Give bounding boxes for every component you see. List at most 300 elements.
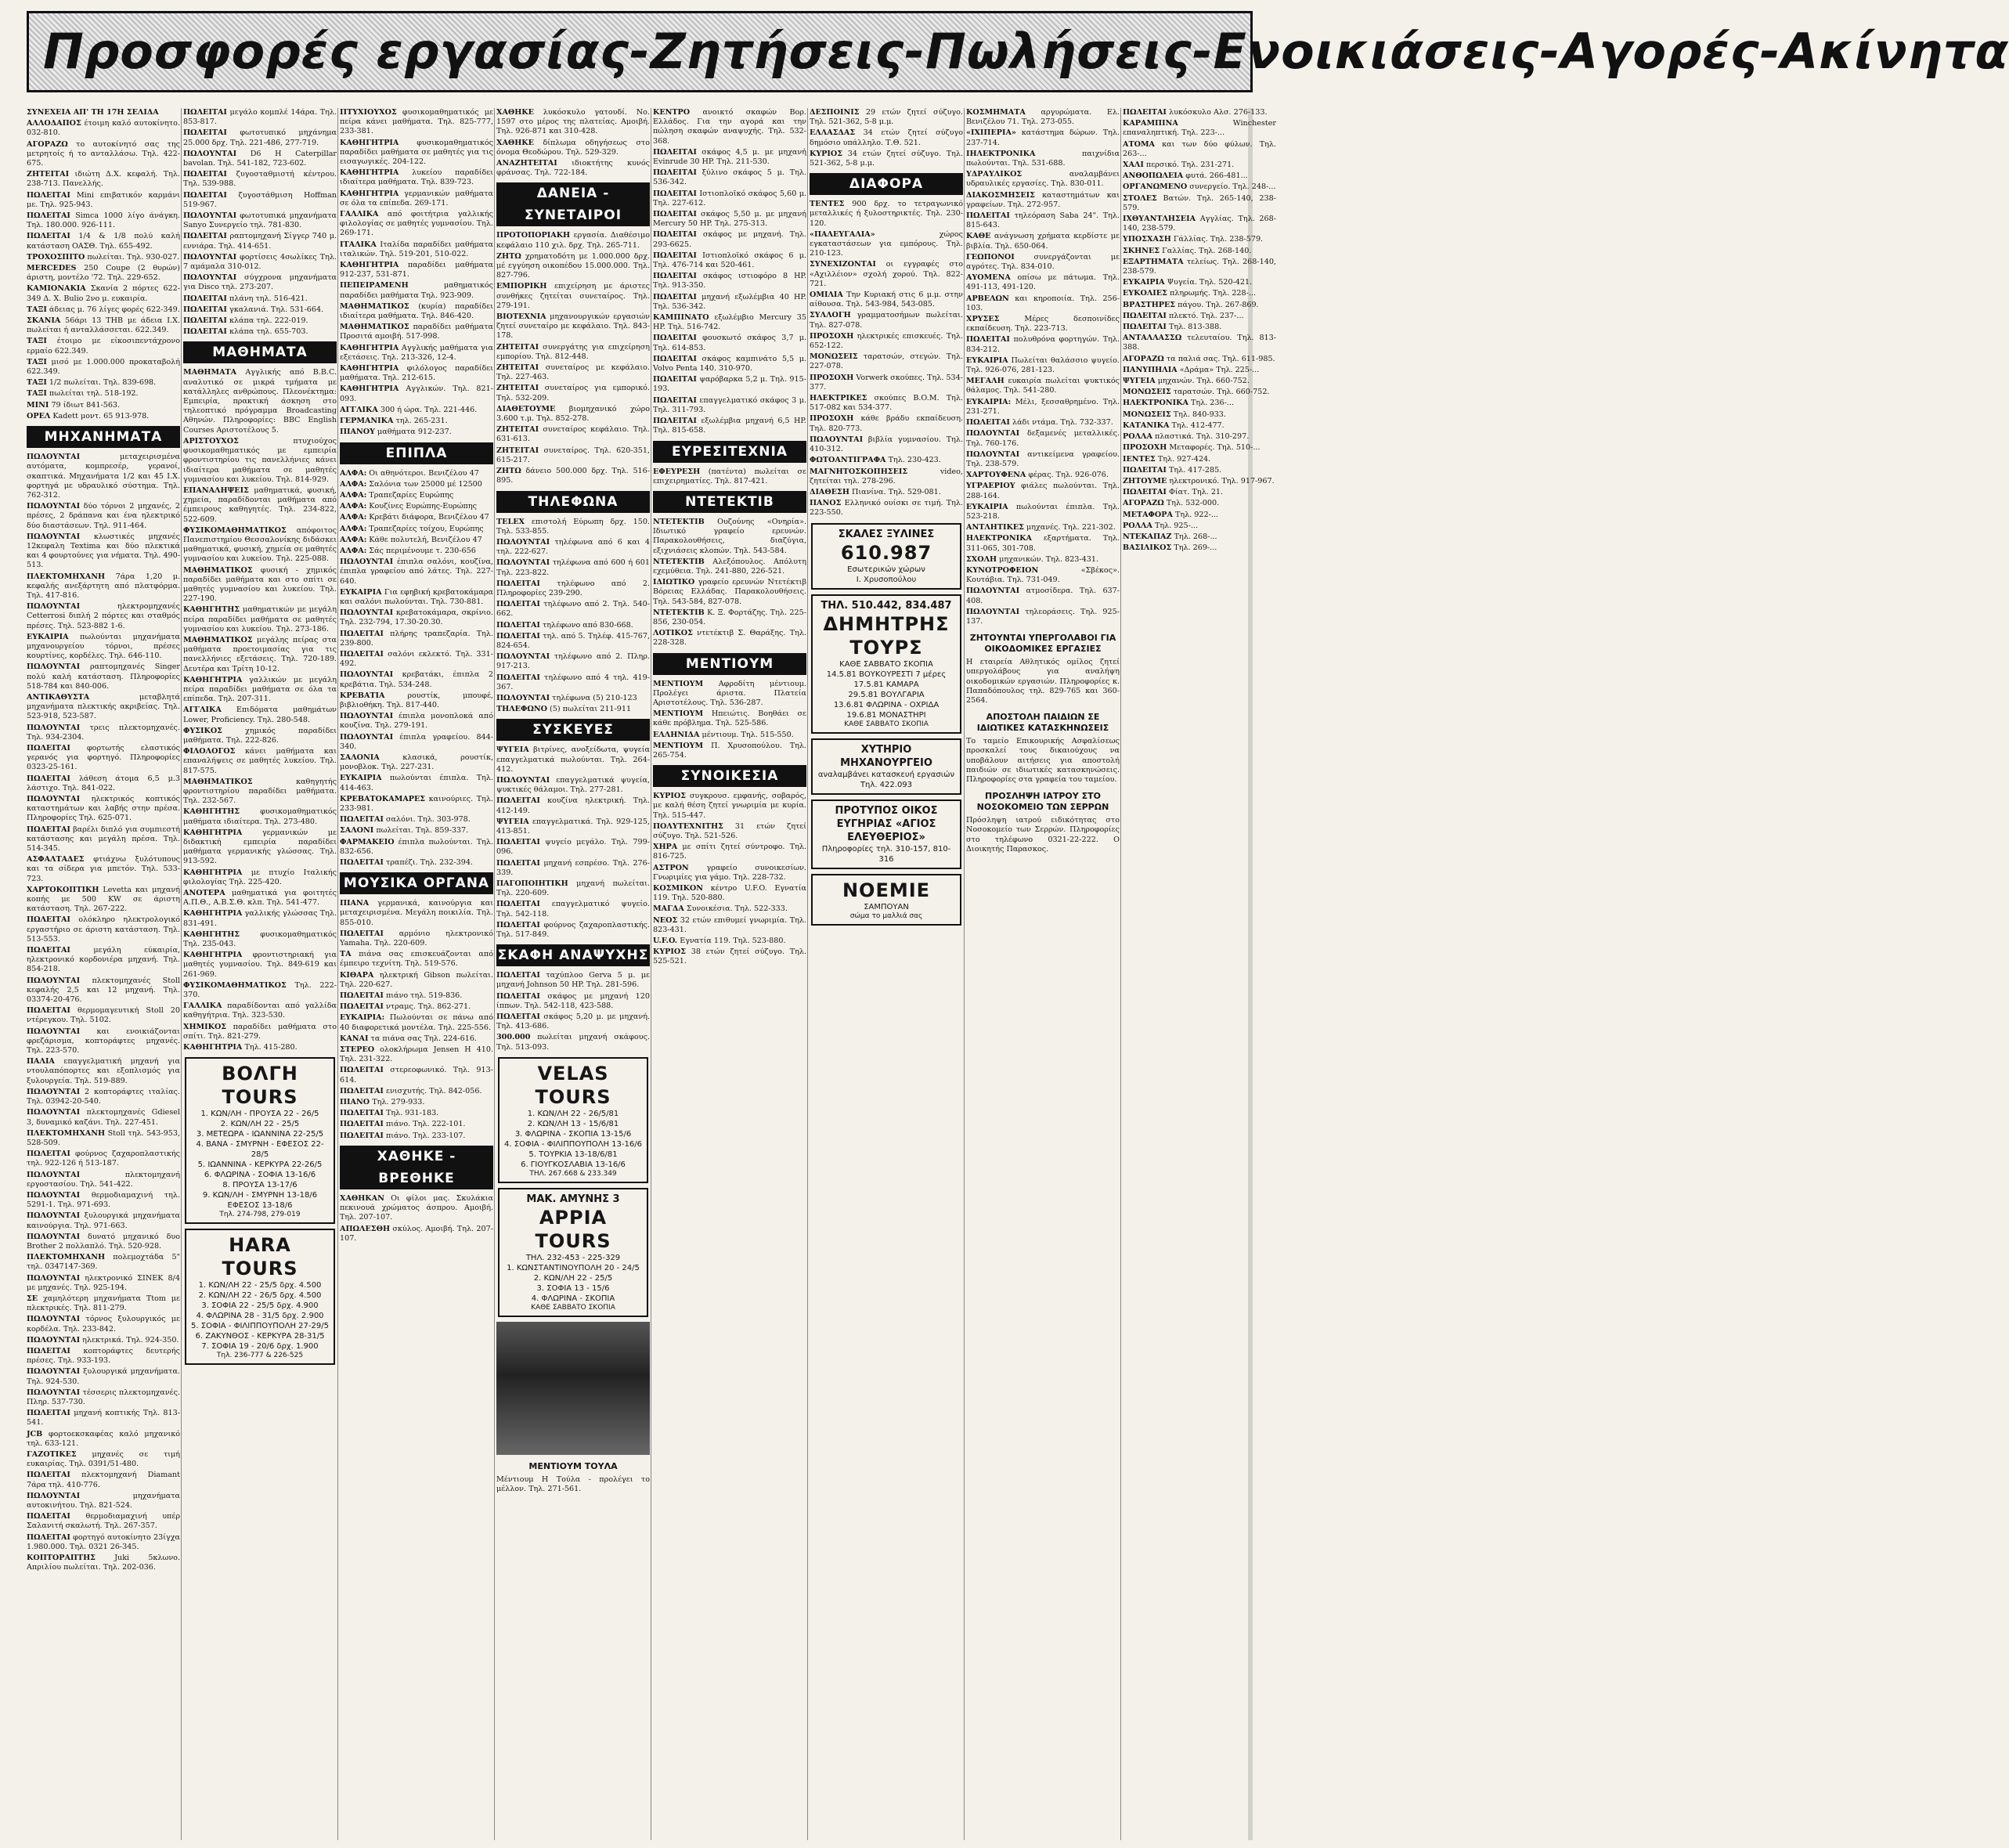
- box-title: 610.987: [840, 541, 932, 564]
- ad-keyword: ΚΥΝΟΤΡΟΦΕΙΟΝ: [966, 565, 1039, 575]
- ad-keyword: ΖΗΤΕΙΤΑΙ: [496, 363, 539, 373]
- ad-keyword: ΕΥΚΑΙΡΙΑ:: [340, 1013, 385, 1023]
- ad-text: Οι φίλοι μας. Σκυλάκια πεκινουά χρώματος άσπρου. Αμοιβή. Τηλ. 207-107.: [340, 1193, 493, 1222]
- ad-keyword: ΠΩΛΟΥΝΤΑΙ: [27, 1087, 81, 1096]
- ad-text: κρεβατοκάμαρα, σκρίνιο. Τηλ. 232-794, 17.30-20.30.: [340, 608, 493, 627]
- classified-ad: [496, 673, 650, 692]
- ad-keyword: 300.000: [496, 1033, 531, 1042]
- box-line: ΤΗΛ. 232-453 - 225-329: [525, 1253, 621, 1262]
- ad-text: ταχύπλοο Gerva 5 μ. με μηχανή Johnson 50 HP. Τηλ. 281-596.: [496, 971, 650, 990]
- section-header: ΣΚΑΦΗ ΑΝΑΨΥΧΗΣ: [496, 944, 650, 966]
- ad-text: πωλούνται μηχανήματα μηχανουργείου τόρνοι, πρέσες κουρτίνες, κορδέλες. Τηλ. 646-110.: [27, 632, 180, 661]
- classified-ad: [653, 230, 806, 249]
- ad-text: κάνει μαθήματα και επαναλήψεις σε μαθητές λυκείου. Τηλ. 817-575.: [183, 747, 337, 775]
- ad-text: χαμηλότερη μηχανήματα Ttom με πλεκτρικές. Τηλ. 811-279.: [27, 1294, 180, 1313]
- ad-keyword: ΠΩΛΟΥΝΤΑΙ: [27, 1027, 81, 1036]
- box-line: Πληροφορίες τηλ. 310-157, 810-316: [821, 844, 951, 864]
- ad-keyword: ΠΩΛΕΙΤΑΙ: [653, 210, 697, 219]
- classified-ad: [966, 471, 1120, 480]
- ad-text: πωλείται τηλ. 518-192.: [49, 389, 139, 399]
- ad-text: ηλεκτρονικό. Τηλ. 917-967.: [1169, 476, 1275, 485]
- classified-ad: [340, 670, 493, 689]
- ad-text: φυσικομαθηματικός μαθήματα ιδιαίτερα. Τηλ. 273-480.: [183, 807, 337, 826]
- ad-keyword: ΚΑΜΙΟΝΑΚΙΑ: [27, 284, 86, 294]
- classified-ad: [1123, 235, 1276, 244]
- ad-text: γαλλικών με μεγάλη πείρα παραδίδει μαθήματα σε όλα τα επίπεδα. Τηλ. 207-311.: [183, 675, 337, 704]
- ad-keyword: ΕΛΛΗΝΙΔΑ: [653, 730, 700, 739]
- ad-keyword: «ΙΧΙΠΕΡΙΑ»: [966, 128, 1016, 138]
- classified-ad: [340, 815, 493, 825]
- classified-ad: [27, 108, 180, 117]
- ad-text: κλάπα τηλ. 655-703.: [229, 327, 308, 337]
- ad-text: Πωλείται θαλάσσιο ψυγείο. Τηλ. 926-076, 281-123.: [966, 356, 1120, 375]
- classified-ad: [966, 482, 1120, 500]
- ad-text: εργασία. Διαθέσιμο κεφάλαιο 110 χιλ. δρχ. Τηλ. 265-711.: [496, 231, 650, 250]
- section-header: ΕΥΡΕΣΙΤΕΧΝΙΑ: [653, 441, 806, 463]
- ad-text: μέντιουμ. Τηλ. 515-550.: [702, 730, 794, 739]
- ad-text: αντικείμενα γραφείου. Τηλ. 238-579.: [966, 449, 1120, 468]
- ad-keyword: ΠΡΟΣΟΧΗ: [1123, 443, 1167, 453]
- classified-ad: [496, 231, 650, 250]
- ad-keyword: ΚΑΝΑΙ: [340, 1034, 369, 1043]
- ad-keyword: ΚΑΘΗΓΗΤΡΙΑ: [340, 168, 399, 178]
- ad-text: βιβλία γυμνασίου. Τηλ. 410-312.: [810, 435, 963, 454]
- ad-keyword: ΠΩΛΟΥΝΤΑΙ: [27, 1335, 81, 1344]
- classified-ad: [27, 724, 180, 742]
- classified-ad: [810, 467, 963, 486]
- ad-text: τα παλιά σας. Τηλ. 611-985.: [1166, 354, 1275, 363]
- box-line: 19.6.81 ΜΟΝΑΣΤΗΡΙ: [846, 710, 926, 720]
- ad-text: μεγάλης πείρας στα μαθήματα προετοιμασίας για τις πανελλήνιες εξετάσεις. Τηλ. 720-189. Δευτέρα και Τρίτη 10-12.: [183, 635, 337, 673]
- ad-text: πλεκτομηχανή εργοστασίου. Τηλ. 541-422.: [27, 1170, 180, 1189]
- ad-keyword: ΣΑΛΟΝΙ: [340, 826, 374, 836]
- box-line: ΕΦΕΣΟΣ 13-18/6: [227, 1201, 293, 1211]
- ad-text: ενισχυτής. Τηλ. 842-056.: [385, 1086, 482, 1095]
- classified-ad: [27, 1171, 180, 1189]
- ad-keyword: ΠΩΛΟΥΝΤΑΙ: [27, 532, 81, 541]
- ad-text: ρουστίκ, μπουφέ, βιβλιοθήκη. Τηλ. 817-440.: [340, 691, 493, 709]
- classified-ad: [27, 1027, 180, 1056]
- ad-keyword: ΤΑΞΙ: [27, 305, 47, 314]
- ad-text: άδειας μ. 76 λίγες φορές 622-349.: [49, 305, 180, 314]
- ad-keyword: ΖΗΤΩ: [496, 251, 521, 261]
- ad-text: Την Κυριακή στις 6 μ.μ. στην αίθουσα. Τηλ. 543-984, 543-085.: [810, 291, 963, 309]
- ad-keyword: ΣΥΝΕΧΕΙΑ ΑΠ' ΤΗ 17Η ΣΕΛΙΔΑ: [27, 108, 159, 117]
- classified-ad: [27, 191, 180, 210]
- ad-text: πωλείται μηχανή σκάφους. Τηλ. 513-093.: [496, 1033, 650, 1052]
- classified-ad: [340, 712, 493, 731]
- classified-ad: [340, 1034, 493, 1044]
- classified-ad: [1123, 421, 1276, 431]
- ad-text: επαγγελματικά. Τηλ. 929-125, 413-851.: [496, 817, 650, 836]
- ad-keyword: ΑΡΙΣΤΟΥΧΟΣ: [183, 436, 239, 446]
- ad-text: σκάφος καμπινάτο 5,5 μ. Volvo Penta 140. 310-970.: [653, 354, 806, 374]
- classified-ad: [496, 405, 650, 424]
- ad-text: Κ. Ξ. Φορτάζης. Τηλ. 225-856, 230-054.: [653, 608, 806, 626]
- box-line: αναλαμβάνει κατασκευή εργασιών: [817, 770, 955, 779]
- classified-ad: [183, 951, 337, 980]
- ad-text: σκάφος ιστιοφόρο 8 HP. Τηλ. 913-350.: [653, 272, 806, 291]
- ad-keyword: ΠΩΛΕΙΤΑΙ: [653, 375, 697, 384]
- classified-ad: [27, 1388, 180, 1407]
- ad-keyword: ΠΩΛΕΙΤΑΙ: [27, 946, 70, 955]
- ad-keyword: ΑΛΦΑ:: [340, 535, 367, 544]
- ad-keyword: ΠΤΥΧΙΟΥΧΟΣ: [340, 108, 397, 117]
- classified-ad: [183, 232, 337, 251]
- ad-text: σκύλος. Αμοιβή. Τηλ. 207-107.: [340, 1224, 493, 1243]
- box-line: 4. ΦΛΩΡΙΝΑ 28 - 31/5 δρχ. 2.900: [196, 1312, 324, 1321]
- ad-text: πλεκτομηχανή Diamant 7άρα τηλ. 410-776.: [27, 1471, 180, 1489]
- ad-keyword: ΠΡΟΣΟΧΗ: [810, 414, 854, 424]
- classified-ad: [966, 315, 1120, 334]
- ad-keyword: ΚΑΘΗΓΗΤΡΙΑ: [340, 343, 399, 352]
- classified-ad: [966, 503, 1120, 522]
- classified-ad: [496, 1012, 650, 1031]
- classified-ad: [1123, 355, 1276, 364]
- classified-ad: [496, 384, 650, 402]
- ad-text: μηχανών. Τηλ. 660-752.: [1157, 377, 1250, 386]
- ad-text: τηλεοράσεις. Τηλ. 925-137.: [966, 607, 1120, 626]
- notice-text: Το ταμείο Επικουρικής Ασφαλίσεως προσκαλεί τους δικαιούχους να υποβάλουν αιτήσεις για αποστολή παιδιών σε ιδιωτικές κατασκηνώσεις. Πληροφορίες στα γραφεία του ταμείου.: [966, 737, 1120, 784]
- classified-ad: [1123, 410, 1276, 420]
- ad-keyword: ΠΩΛΕΙΤΑΙ: [653, 168, 697, 178]
- classified-ad: [27, 602, 180, 631]
- ad-keyword: ΠΩΛΕΙΤΑΙ: [653, 354, 697, 363]
- ad-keyword: ΑΓΟΡΑΖΩ: [1123, 354, 1164, 363]
- display-ad-box: [811, 738, 961, 795]
- ad-text: λάθεση άτομα 6,5 μ.3 λάστιχο. Τηλ. 841-022.: [27, 774, 180, 792]
- ad-text: Αφροδίτη μέντιουμ. Προλέγει άριστα. Πλατεία Αριστοτέλους. Τηλ. 536-287.: [653, 679, 806, 707]
- ad-keyword: ΠΩΛΟΥΝΤΑΙ: [496, 558, 550, 568]
- ad-keyword: ΠΩΛΕΙΤΑΙ: [1123, 108, 1167, 117]
- box-title: VELAS TOURS: [535, 1062, 611, 1108]
- ad-text: θερμοδιαμαχινή υπέρ Σαλανιτή σκαλωτή. Τηλ. 267-357.: [27, 1512, 180, 1531]
- box-line: 3. ΦΛΩΡΙΝΑ - ΣΚΟΠΙΑ 13-15/6: [514, 1129, 632, 1139]
- ad-text: τηλέφωνο από 2. Πληρ. 917-213.: [496, 652, 650, 671]
- ad-text: και των δύο φύλων. Τηλ. 263-...: [1123, 139, 1276, 158]
- ad-keyword: ΕΜΠΟΡΙΚΗ: [496, 282, 547, 291]
- ad-text: θερμοδιαμαχινή τηλ. 5291-1. Τηλ. 971-693.: [27, 1190, 180, 1210]
- classified-ad: [27, 378, 180, 388]
- ad-keyword: ΠΩΛΕΙΤΑΙ: [653, 230, 697, 240]
- ad-keyword: ΤΑΞΙ: [27, 337, 47, 346]
- ad-text: συνεταίρος κεφάλαιο. Τηλ. 631-613.: [496, 425, 650, 444]
- ad-text: «Δράμα» Τηλ. 225-...: [1179, 365, 1260, 374]
- ad-text: περσικό. Τηλ. 231-271.: [1145, 161, 1235, 170]
- ad-keyword: ΣΕ: [27, 1294, 38, 1303]
- ad-keyword: ΠΩΛΕΙΤΑΙ: [27, 1346, 70, 1355]
- classified-ad: [27, 389, 180, 399]
- ad-text: μαθηματικά για φοιτητές Α.Π.Θ., Α.Β.Σ.Θ. κλπ. Τηλ. 541-477.: [183, 889, 337, 908]
- ad-keyword: ΜΕΓΑΛΗ: [966, 377, 1004, 386]
- classified-ad: [966, 429, 1120, 448]
- classified-ad: [810, 230, 963, 259]
- ad-text: τηλέφωνο από 2. Τηλ. 540-662.: [496, 600, 650, 619]
- classified-ad: [340, 281, 493, 300]
- classified-ad: [1123, 323, 1276, 332]
- classified-ad: [183, 327, 337, 337]
- box-subtitle: ΤΗΛ. 510.442, 834.487: [821, 599, 952, 612]
- ad-keyword: ΚΑΘΗΓΗΤΗΣ: [183, 929, 240, 939]
- ad-keyword: ΨΥΓΕΙΑ: [496, 817, 529, 826]
- classified-ad: [653, 313, 806, 332]
- ad-keyword: ΠΩΛΕΙΤΑΙ: [496, 991, 540, 1001]
- ad-text: πιάνο. Τηλ. 222-101.: [385, 1120, 466, 1129]
- ad-keyword: ΚΑΘΗΓΗΤΡΙΑ: [183, 909, 243, 919]
- classified-ad: [27, 1129, 180, 1148]
- ad-keyword: ΜΕΤΑΦΟΡΑ: [1123, 510, 1173, 519]
- ad-keyword: ΚΑΘΗΓΗΤΗΣ: [183, 807, 240, 817]
- ad-text: Πωλούνται σε πάνω από 40 διαφορετικά μοντέλα. Τηλ. 225-556.: [340, 1013, 493, 1032]
- classified-ad: [496, 838, 650, 857]
- display-ad-box: [811, 799, 961, 869]
- classified-ad: [340, 899, 493, 928]
- classified-ad: [27, 532, 180, 571]
- ad-text: φορτοεκσκαφέας καλό μηχανικό τηλ. 633-121.: [27, 1429, 180, 1448]
- ad-keyword: ΜΑΘΗΜΑΤΙΚΟΣ: [183, 565, 253, 575]
- ad-text: φιλόλογος παραδίδει μαθήματα. Τηλ. 212-615.: [340, 364, 493, 383]
- ad-text: μεταβλητά μηχανήματα πλεκτικής ακριβείας. Τηλ. 523-918, 523-587.: [27, 692, 180, 721]
- ad-keyword: ΠΩΛΕΙΤΑΙ: [340, 929, 384, 938]
- classified-ad: [1123, 247, 1276, 256]
- classified-ad: [653, 608, 806, 627]
- classified-ad: [27, 1533, 180, 1552]
- ad-text: φιάλες πωλούνται. Τηλ. 288-164.: [966, 482, 1120, 500]
- ad-text: Εγνατία 119. Τηλ. 523-880.: [680, 937, 786, 946]
- ad-keyword: ΓΑΖΟΤΙΚΕΣ: [27, 1450, 77, 1459]
- ad-keyword: ΠΩΛΕΙΤΑΙ: [183, 170, 227, 179]
- ad-keyword: ΠΩΛΟΥΝΤΑΙ: [496, 537, 550, 547]
- ad-text: τηλέφωνο από 4 τηλ. 419-367.: [496, 673, 650, 691]
- ad-keyword: ΑΛΦΑ:: [340, 490, 367, 500]
- ad-keyword: ΠΩΛΕΙΤΑΙ: [966, 335, 1010, 345]
- ad-keyword: ΑΝΤΛΗΤΙΚΕΣ: [966, 523, 1024, 532]
- ad-keyword: ΦΙΛΟΛΟΓΟΣ: [183, 747, 236, 756]
- ad-keyword: ΠΩΛΕΙΤΑΙ: [1123, 311, 1167, 320]
- classified-ad: [183, 526, 337, 565]
- ad-text: Τηλ. 922-...: [1174, 510, 1218, 519]
- classified-ad: [653, 334, 806, 352]
- ad-text: κλάπα τηλ. 222-019.: [229, 316, 308, 326]
- ad-keyword: ΖΗΤΕΙΤΑΙ: [496, 342, 539, 352]
- section-header: ΜΟΥΣΙΚΑ ΟΡΓΑΝΑ: [340, 872, 493, 894]
- ad-keyword: ΠΩΛΟΥΝΤΑΙ: [27, 1388, 81, 1397]
- ad-keyword: ΠΟΛΥΤΕΧΝΙΤΗΣ: [653, 821, 723, 831]
- box-footer: Τηλ. 236-777 & 226-525: [216, 1352, 304, 1360]
- column-2: [183, 108, 337, 1840]
- ad-keyword: ΠΩΛΕΙΤΑΙ: [1123, 465, 1167, 475]
- ad-text: φωτοτυπικό μηχάνημα 25.000 δρχ. Τηλ. 221-486, 277-719.: [183, 128, 337, 147]
- ad-keyword: ΠΩΛΟΥΝΤΑΙ: [810, 435, 864, 444]
- box-line: Τηλ. 422.093: [860, 780, 913, 789]
- ad-text: κρεβατάκι, έπιπλα 2 κρεβάτια. Τηλ. 534-248.: [340, 670, 493, 689]
- ad-text: πολεμοχτάδα 5" τηλ. 0347147-369.: [27, 1253, 180, 1272]
- box-title: ΝΟΕΜΙΕ: [842, 879, 931, 901]
- classified-ad: [1123, 432, 1276, 442]
- ad-keyword: ΠΩΛΕΙΤΑΙ: [183, 232, 227, 241]
- ad-text: επαγγελματικό ψυγείο. Τηλ. 542-118.: [496, 900, 650, 919]
- ad-keyword: ΜΑΘΗΜΑΤΙΚΟΣ: [340, 301, 409, 311]
- ad-text: χρηματοδότη με 1.000.000 δρχ. μέ εγγύηση οικοπέδου 15.000.000. Τηλ. 827-796.: [496, 251, 650, 280]
- classified-ad: [1123, 258, 1276, 276]
- ad-text: ηλεκτρικός κοπτικός καταστημάτων και λαβής στην πρέσα. Πληροφορίες Τηλ. 625-071.: [27, 795, 180, 823]
- classified-ad: [27, 1450, 180, 1469]
- classified-ad: [183, 437, 337, 485]
- ad-text: σκάφος με μηχανή 120 ίππων. Τηλ. 542-118, 423-588.: [496, 991, 650, 1010]
- ad-text: φροντιστηριακή για μαθητές γυμνασίου. Τηλ. 849-619 και 261-969.: [183, 951, 337, 979]
- classified-ad: [496, 139, 650, 157]
- box-title: ΒΟΛΓΗ TOURS: [222, 1063, 298, 1109]
- classified-ad: [340, 491, 493, 500]
- ad-keyword: ΑΡΒΕΛΩΝ: [966, 294, 1009, 303]
- ad-keyword: ΑΝΟΤΕΡΑ: [183, 889, 225, 898]
- classified-ad: [183, 305, 337, 315]
- ad-text: μηχανή εξωλέμβια 40 HP. Τηλ. 536-342.: [653, 292, 806, 311]
- classified-ad: [340, 991, 493, 1001]
- classified-ad: [27, 662, 180, 691]
- ad-keyword: ΙΕΝΤΕΣ: [1123, 454, 1156, 464]
- classified-ad: [1123, 171, 1276, 181]
- ad-keyword: ΠΩΛΕΙΤΑΙ: [183, 327, 227, 337]
- ad-text: τρεις πλεκτομηχανές. Τηλ. 934-2304.: [27, 723, 180, 742]
- ad-text: 300 ή ώρα. Τηλ. 221-446.: [380, 405, 478, 414]
- ad-text: φορτίσεις 4σωλίκες Τηλ. 7 αμάμαλα 310-012.: [183, 252, 337, 272]
- box-line: 4. ΒΑΝΑ - ΣΜΥΡΝΗ - ΕΦΕΣΟΣ 22-28/5: [196, 1140, 324, 1160]
- classified-ad: [183, 294, 337, 304]
- ad-keyword: ΧΑΡΤΟΚΟΠΤΙΚΗ: [27, 885, 99, 894]
- classified-ad: [27, 211, 180, 230]
- ad-keyword: ΠΩΛΕΙΤΑΙ: [183, 316, 227, 326]
- ad-text: ηλεκτρική Gibson πωλείται. Τηλ. 220-627.: [340, 970, 493, 989]
- classified-ad: [183, 747, 337, 776]
- ad-keyword: ΑΝΑΖΗΤΕΙΤΑΙ: [496, 159, 557, 168]
- ad-text: Π. Χρυσοπούλου. Τηλ. 265-754.: [653, 741, 806, 760]
- classified-ad: [653, 916, 806, 935]
- ad-text: πλεκτομηχανές Stoll κεφαλής 2,5 και 12 μηχανή. Τηλ. 03374-20-476.: [27, 976, 180, 1005]
- ad-text: αναλαμβάνει υδραυλικές εργασίες. Τηλ. 830-011.: [966, 170, 1120, 189]
- ad-text: δίπλωμα οδηγήσεως στο όνομα Θεοδώρου. Τηλ. 529-329.: [496, 138, 650, 157]
- ad-keyword: ΠΩΛΟΥΝΤΑΙ: [496, 693, 550, 702]
- ad-keyword: ΠΩΛΟΥΝΤΑΙ: [183, 211, 237, 221]
- ad-keyword: ΠΩΛΕΙΤΑΙ: [340, 1109, 384, 1118]
- ad-text: συγκρουσ. εμφανής, σοβαρός, με καλή θέση ζητεί γνωριμία με κυρία. Τηλ. 515-447.: [653, 792, 806, 820]
- classified-ad: [27, 633, 180, 662]
- classified-ad: [966, 191, 1120, 210]
- classified-ad: [340, 469, 493, 478]
- ad-text: Τηλ. 813-388.: [1168, 323, 1222, 332]
- ad-keyword: ΠΩΛΕΙΤΑΙ: [183, 305, 227, 314]
- ad-keyword: ΝΤΕΤΕΚΤΙΒ: [653, 517, 705, 526]
- section-header: ΕΠΙΠΛΑ: [340, 442, 493, 464]
- ad-text: Juki 5κλωνο. Απριλίου πωλείται. Τηλ. 202-036.: [27, 1554, 180, 1572]
- ad-keyword: ΕΥΚΑΙΡΙΑ: [966, 502, 1008, 511]
- classified-ad: [340, 547, 493, 556]
- ad-keyword: MINI: [27, 400, 49, 410]
- ad-keyword: ΔΕΣΠΟΙΝΙΣ: [810, 108, 860, 117]
- ad-text: Φίατ. Τηλ. 21.: [1168, 488, 1224, 497]
- ad-keyword: ΚΑΘΗΓΗΤΡΙΑ: [183, 951, 243, 960]
- box-line: 7. ΣΟΦΙΑ 19 - 20/6 δρχ. 1.900: [201, 1342, 319, 1352]
- ad-text: ξυλουργικά μηχανήματα καινούργια. Τηλ. 971-663.: [27, 1211, 180, 1230]
- classified-ad: [496, 705, 650, 714]
- classified-ad: [27, 316, 180, 335]
- classified-ad: [653, 904, 806, 914]
- ad-keyword: ΠΕΠΕΙΡΑΜΕΝΗ: [340, 281, 409, 291]
- box-line: 4. ΦΛΩΡΙΝΑ - ΣΚΟΠΙΑ: [531, 1294, 615, 1303]
- column-rule: [1120, 108, 1121, 1840]
- ad-text: video, ζητείται τηλ. 278-296.: [810, 467, 963, 485]
- classified-ad: [27, 572, 180, 601]
- classified-ad: [1123, 522, 1276, 531]
- ad-text: μηχανήματα αυτοκινήτου. Τηλ. 821-524.: [27, 1491, 180, 1511]
- ad-keyword: ΠΩΛΕΙΤΑΙ: [653, 272, 697, 281]
- classified-ad: [1123, 399, 1276, 408]
- ad-keyword: ΠΩΛΟΥΝΤΑΙ: [340, 608, 394, 618]
- classified-ad: [340, 502, 493, 511]
- classified-ad: [340, 1066, 493, 1085]
- ad-keyword: ΜΑΘΗΜΑΤΙΚΟΣ: [183, 777, 253, 786]
- ad-text: ηλεκτρικές επισκευές. Τηλ. 652-122.: [810, 331, 963, 351]
- ad-text: ανοικτό σκαφών Βορ. Ελλάδος. Για την αγορά και την πώληση σκαφών αναψυχής. Τηλ. 532-368.: [653, 108, 806, 146]
- ad-text: Τηλ. 268-...: [1174, 532, 1217, 541]
- classified-ad: [27, 693, 180, 722]
- classified-ad: [183, 150, 337, 168]
- ad-text: Πιανίνα. Τηλ. 529-081.: [851, 487, 941, 496]
- ad-keyword: ΠΩΛΕΙΤΑΙ: [183, 128, 227, 138]
- classified-ad: [183, 636, 337, 674]
- ad-keyword: ΣΚΗΝΕΣ: [1123, 246, 1160, 255]
- ad-keyword: ΣΥΛΛΟΓΗ: [810, 311, 851, 320]
- column-rule: [181, 108, 182, 1840]
- classified-ad: [810, 311, 963, 330]
- classified-ad: [27, 976, 180, 1005]
- ad-keyword: ΒΙΟΤΕΧΝΙΑ: [496, 312, 546, 322]
- ad-text: φυτά. 266-481...: [1185, 171, 1248, 181]
- classified-ad: [653, 792, 806, 821]
- classified-ad: [1123, 443, 1276, 453]
- ad-keyword: ΠΩΛΟΥΝΤΑΙ: [340, 670, 394, 680]
- box-line: 6. ΦΛΩΡΙΝΑ - ΣΟΦΙΑ 13-16/6: [204, 1171, 316, 1180]
- classified-ad: [653, 731, 806, 740]
- ad-keyword: ΠΩΛΕΙΤΑΙ: [496, 838, 540, 847]
- ad-keyword: ΠΩΛΟΥΝΤΑΙ: [183, 273, 237, 283]
- ad-text: Αγγλικής μαθήματα για εξετάσεις. Τηλ. 213-326, 12-4.: [340, 343, 493, 362]
- classified-ad: [496, 425, 650, 444]
- box-line: 3. ΣΟΦΙΑ 22 - 25/5 δρχ. 4.900: [201, 1301, 319, 1311]
- classified-ad: [340, 1087, 493, 1096]
- ad-text: Αγγλικών. Τηλ. 821-093.: [340, 384, 493, 403]
- ad-keyword: ΕΥΚΑΙΡΙΑ: [966, 356, 1008, 365]
- ad-keyword: ΔΙΑΘΕΣΗ: [810, 487, 849, 496]
- ad-text: και κηροποιία. Τηλ. 256-103.: [966, 294, 1120, 312]
- ad-text: 900 δρχ. το τετραγωνικό μεταλλικές ή ξυλοστηρικτές. Τηλ. 230-120.: [810, 200, 963, 228]
- classified-ad: [340, 774, 493, 792]
- ad-text: μαθήματα 912-237.: [377, 428, 452, 437]
- box-line: 2. ΚΩΝ/ΛΗ 13 - 15/6/81: [527, 1119, 619, 1128]
- classified-ad: [27, 253, 180, 262]
- column-rule: [964, 108, 965, 1840]
- ad-keyword: ΣΤΟΛΕΣ: [1123, 193, 1157, 203]
- ad-keyword: ΧΑΡΤΟΥΦΕΝΑ: [966, 471, 1026, 480]
- ad-keyword: ΚΡΕΒΑΤΙΑ: [340, 691, 385, 700]
- ad-text: 29 ετών ζητεί σύζυγο. Τηλ. 521-362, 5-8 μ.μ.: [810, 108, 963, 127]
- classified-ad: [183, 486, 337, 525]
- classified-ad: [966, 523, 1120, 532]
- classified-ad: [340, 1098, 493, 1107]
- ad-keyword: ΚΑΘΗΓΗΤΡΙΑ: [183, 868, 243, 877]
- ad-keyword: ΣΤΕΡΕΟ: [340, 1045, 375, 1055]
- classified-ad: [340, 168, 493, 187]
